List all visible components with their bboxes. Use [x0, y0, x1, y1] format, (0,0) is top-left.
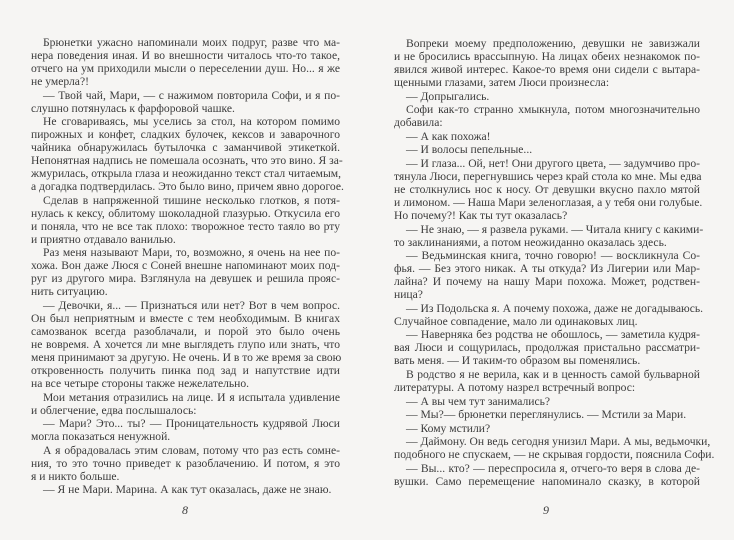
paragraph [394, 156, 703, 222]
text-line: — Мы?— брюнетки переглянулись. — Мстили за Мари. [406, 408, 687, 422]
text-line: щенными глазами, затем Люси произнесла: [394, 76, 610, 89]
text-line: Вопреки моему предположению, девушки не завизжали [406, 37, 700, 50]
text-line: Брюнетки ужасно напоминали моих подруг, разве что ма- [43, 36, 340, 49]
text-line: хожа. Вон даже Люся с Соней внешне напоминают моих под- [31, 259, 340, 273]
text-line: — Не знаю, — я развела руками. — Читала книгу с какими- [406, 222, 704, 236]
body-text-column [31, 36, 344, 497]
text-line: жмурилась, открыла глаза и неожиданно текст стал читаемым, [31, 167, 341, 181]
text-line: отчего на ум приходили мысли о переселении душ. Но... я же [31, 62, 340, 75]
paragraph [31, 194, 340, 246]
text-line: — А как похожа! [406, 129, 491, 143]
paragraph [394, 143, 700, 156]
text-line: то заклинаниями, а потом неожиданно оказалась здесь. [394, 235, 667, 249]
page-number: 8 [182, 503, 188, 517]
text-line: — И глаза... Ой, нет! Они другого цвета, — задумчиво про- [406, 156, 700, 170]
text-line: вая Люси и сощурилась, продолжая пристально рассматри- [394, 341, 700, 355]
text-line: и поняла, что не все так плохо: творожное тесто таяло во рту [31, 219, 340, 233]
text-line: пирожных и конфет, сладких булочек, кексов и заварочного [31, 128, 340, 142]
text-line: вать меня. — И таким-то образом вы поменялись. [394, 354, 641, 368]
text-line: и приятно отдавало ванилью. [31, 232, 176, 246]
text-line: чайника обнаружилась бутылочка с заманчивой этикеткой. [31, 141, 340, 155]
paragraph [394, 37, 700, 89]
text-line: Не сговариваясь, мы уселись за стол, на котором помимо [43, 115, 340, 129]
text-line: А я обрадовалась этим словам, потому что раз есть сомне- [43, 443, 340, 457]
text-line: ница? [394, 288, 423, 302]
paragraph [31, 417, 340, 443]
text-line: подобного не спускаем, — не скрывая гордости, пояснила Софи. [394, 448, 715, 462]
text-line: — А вы чем тут занимались? [406, 394, 551, 408]
text-line: нить ситуацию. [31, 285, 108, 299]
page-number: 9 [543, 503, 549, 517]
text-line: литературы. А потому назрел встречный вопрос: [394, 380, 636, 394]
text-line: В родство я не верила, как и в ценность самой бульварной [406, 367, 700, 381]
text-line: руг из другого мира. Взглянула на девушек и решила прояс- [31, 272, 340, 286]
paragraph [31, 89, 340, 115]
paragraph [394, 435, 715, 462]
text-line: нулась к кексу, облитому шоколадной глазурью. Откусила его [31, 206, 340, 220]
text-line: фья. — Без этого никак. А ты откуда? Из Лигерии или Мар- [394, 262, 700, 276]
paragraph [31, 299, 340, 390]
text-line: — Твой чай, Мари, — с нажимом повторила Софи, и я по- [43, 88, 340, 102]
paragraph [394, 422, 700, 435]
paragraph [394, 328, 700, 367]
text-line: не умерла?! [31, 75, 89, 88]
text-line: явился живой интерес. Какое-то время они сидели с вытара- [394, 63, 700, 76]
text-line: я и никто больше. [31, 469, 120, 483]
text-line: Мои метания отразились на лице. И я испытала удивление [43, 390, 340, 404]
paragraph [394, 222, 704, 249]
text-line: — И волосы пепельные... [406, 143, 533, 157]
paragraph [394, 90, 700, 103]
paragraph [394, 103, 700, 129]
paragraph [394, 368, 700, 394]
text-line: меня принимают за другую. Не очень. И в то же время за свою [31, 350, 342, 364]
paragraph [31, 246, 340, 298]
text-line: — Из Подольска я. А почему похожа, даже не догадываюсь. [406, 301, 704, 315]
paragraph [31, 483, 340, 496]
text-line: не столкнулись нос к носу. От девушки вкусно пахло мятой [394, 182, 700, 196]
paragraph [31, 115, 344, 194]
text-line: — Вы... кто? — переспросила я, отчего-то веря в слова де- [406, 461, 700, 475]
paragraph [394, 408, 700, 421]
text-line: слушно потянулась к фарфоровой чашке. [31, 101, 235, 115]
text-line: — Наверняка без родства не обошлось, — заметила кудря- [406, 328, 700, 342]
body-text-column [394, 37, 715, 489]
paragraph [31, 36, 340, 88]
text-line: Он был неприятным и вместе с тем необходимым. В книгах [31, 311, 340, 325]
text-line: Сделав в напряженной тишине несколько глотков, я потя- [43, 193, 340, 207]
text-line: нера поведения иная. И во внешности читалось что-то такое, [31, 49, 340, 62]
text-line: — Допрыгались. [406, 89, 490, 103]
paragraph [394, 301, 704, 328]
text-line: тянула Люси, перегнувшись через край стола ко мне. Мы едва [394, 169, 702, 183]
text-line: ния, то это точно приведет к разоблачению. И потом, я это [31, 456, 340, 470]
text-line: и не бросились врассыпную. На лицах обеих незнакомок по- [394, 50, 700, 63]
text-line: — Ведьминская книга, точно говорю! — воскликнула Со- [406, 249, 700, 263]
paragraph [394, 462, 700, 488]
paragraph [394, 395, 700, 408]
text-line: — Даймону. Он ведь сегодня унизил Мари. А мы, ведьмочки, [406, 435, 711, 449]
text-line: не вовремя. А хочется ли мне выглядеть глупо или знать, что [31, 337, 340, 351]
text-line: Софи как-то странно хмыкнула, потом многозначительно [406, 103, 700, 117]
paragraph [31, 391, 340, 417]
paragraph [394, 130, 700, 143]
text-line: и лимоном. — Наша Мари зеленоглазая, а у тебя они голубые. [394, 195, 703, 209]
text-line: добавила: [394, 116, 443, 130]
text-line: лайна? И почему на нашу Мари похожа. Может, родствен- [394, 275, 700, 289]
text-line: могла показаться ненужной. [31, 430, 171, 444]
text-line: и облегчение, едва послышалось: [31, 403, 197, 417]
text-line: а догадка подтвердилась. Это было вино, причем явно дорогое. [31, 180, 344, 194]
text-line: Непонятная надпись не помешала осознать, что это вино. Я за- [31, 154, 343, 168]
text-line: Случайное совпадение, мало ли одинаковых лиц. [394, 314, 638, 328]
text-line: на все четыре стороны также нежелательно. [31, 376, 250, 390]
text-line: — Кому мстили? [406, 421, 491, 435]
text-line: вушки. Само перемещение напоминало сказку, в которой [394, 474, 700, 488]
paragraph [394, 249, 700, 301]
text-line: самозванок всегда разоблачали, и порой это было очень [31, 324, 340, 338]
text-line: откровенность получить пинка под зад и напутствие идти [31, 363, 340, 377]
text-line: — Девочки, я... — Признаться или нет? Вот в чем вопрос. [43, 298, 340, 312]
text-line: — Я не Мари. Марина. А как тут оказалась, даже не знаю. [43, 483, 332, 497]
text-line: Раз меня называют Мари, то, возможно, я очень на нее по- [43, 246, 340, 260]
text-line: — Мари? Это... ты? — Проницательность кудрявой Люси [43, 417, 340, 431]
text-line: Но почему?! Как ты тут оказалась? [394, 208, 568, 222]
paragraph [31, 444, 340, 483]
right-page [367, 0, 734, 540]
